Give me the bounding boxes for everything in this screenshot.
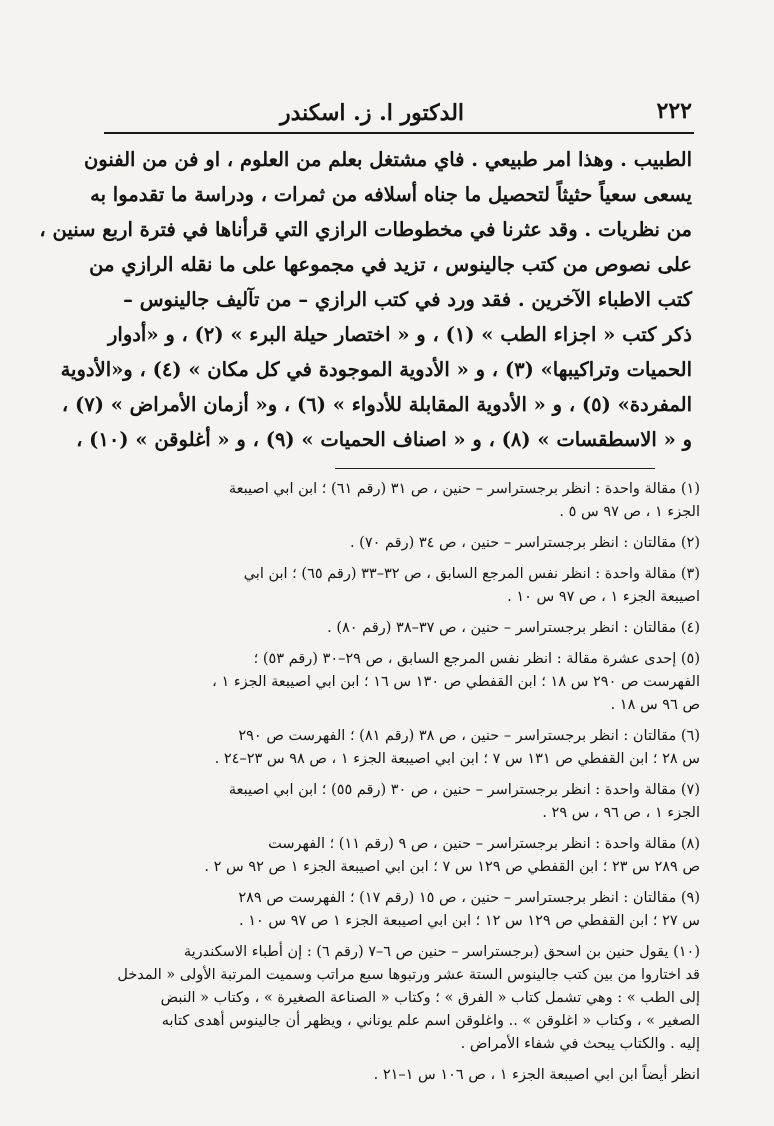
body-line: الطبيب . وهذا امر طبيعي . فاي مشتغل بعلم من العلوم ، او فن من الفنون <box>83 148 692 171</box>
body-line: المفردة» (٥) ، و « الأدوية المقابلة للأدواء » (٦) ، و« أزمان الأمراض » (٧) ، <box>61 393 692 416</box>
footnote-line: (٧) مقالة واحدة : انظر برجستراسر – حنين ، ص ٣٠ (رقم ٥٥) ؛ ابن ابي اصيبعة <box>228 782 700 798</box>
footnote-line: (٥) إحدى عشرة مقالة : انظر نفس المرجع السابق ، ص ٢٩–٣٠ (رقم ٥٣) ؛ <box>253 651 700 667</box>
footnote-line: س ٢٧ ؛ ابن القفطي ص ١٢٩ س ١٢ ؛ ابن ابي اصيبعة الجزء ١ ص ٩٧ س ١٠ . <box>238 913 700 929</box>
footnote-line: الفهرست ص ٢٩٠ س ١٨ ؛ ابن القفطي ص ١٣٠ س ١٦ ؛ ابن ابي اصيبعة الجزء ١ ، <box>212 674 700 690</box>
footnote-3 <box>80 563 700 609</box>
body-line: ذكر كتب « اجزاء الطب » (١) ، و « اختصار حيلة البرء » (٢) ، و «أدوار <box>107 323 692 346</box>
footnote-5 <box>80 648 700 717</box>
footnote-line: (٣) مقالة واحدة : انظر نفس المرجع السابق ، ص ٣٢–٣٣ (رقم ٦٥) ؛ ابن ابي <box>243 566 700 582</box>
footnote-line: (٨) مقالة واحدة : انظر برجستراسر – حنين ، ص ٩ (رقم ١١) ؛ الفهرست <box>268 836 700 852</box>
footnote-rule <box>335 468 655 469</box>
footnote-9 <box>80 887 700 933</box>
footnote-line: (١٠) يقول حنين بن اسحق (برجستراسر – حنين ص ٦–٧ (رقم ٦) : إن أطباء الاسكندرية <box>183 944 700 960</box>
body-line: على نصوص من كتب جالينوس ، تزيد في مجموعها على ما نقله الرازي من <box>89 253 692 276</box>
footnote-line: ص ٢٨٩ س ٢٣ ؛ ابن القفطي ص ١٢٩ س ٧ ؛ ابن ابي اصيبعة الجزء ١ ص ٩٢ س ٢ . <box>204 859 700 875</box>
footnote-10 <box>80 941 700 1087</box>
footnote-line: قد اختاروا من بين كتب جالينوس الستة عشر ورتبوها سبع مراتب وسميت المرتبة الأولى « المدخل <box>117 967 700 983</box>
footnote-7 <box>80 779 700 825</box>
running-head: الدكتور ا. ز. اسكندر <box>280 100 465 126</box>
footnote-line: (٢) مقالتان : انظر برجستراسر – حنين ، ص ٣٤ (رقم ٧٠) . <box>349 535 700 551</box>
page-number: ٢٢٢ <box>656 98 692 124</box>
body-line: كتب الاطباء الآخرين . فقد ورد في كتب الرازي – من تآليف جالينوس – <box>123 288 692 311</box>
footnote-1 <box>80 478 700 524</box>
footnote-8 <box>80 833 700 879</box>
footnote-line: إلى الطب » : وهي تشمل كتاب « الفرق » ؛ وكتاب « الصناعة الصغيرة » ، وكتاب « النبض <box>160 990 700 1006</box>
footnote-line: س ٢٨ ؛ ابن القفطي ص ١٣١ س ٧ ؛ ابن ابي اصيبعة الجزء ١ ، ص ٩٨ س ٢٣–٢٤ . <box>214 751 700 767</box>
footnote-line: الجزء ١ ، ص ٩٦ ، س ٢٩ . <box>542 805 700 821</box>
body-line: من نظريات . وقد عثرنا في مخطوطات الرازي التي قرأناها في فترة اربع سنين ، <box>39 218 692 241</box>
footnote-line: انظر أيضاً ابن ابي اصيبعة الجزء ١ ، ص ١٠٦ س ١–٢١ . <box>373 1067 700 1083</box>
body-text <box>39 142 692 457</box>
footnote-line: الجزء ١ ، ص ٩٧ س ٥ . <box>559 504 700 520</box>
footnote-line: الصغير » ، وكتاب « اغلوقن » .. واغلوقن اسم علم يوناني ، ويظهر أن جالينوس أهدى كتابه <box>161 1013 700 1029</box>
body-line: و « الاسطقسات » (٨) ، و « اصناف الحميات » (٩) ، و « أغلوقن » (١٠) ، <box>76 428 692 451</box>
footnote-line: (٩) مقالتان : انظر برجستراسر – حنين ، ص ١٥ (رقم ١٧) ؛ الفهرست ص ٢٨٩ <box>238 890 700 906</box>
body-line: يسعى سعياً حثيثاً لتحصيل ما جناه أسلافه من ثمرات ، ودراسة ما تقدموا به <box>90 183 692 206</box>
footnote-line: ص ٩٦ س ١٨ . <box>610 697 700 713</box>
body-line: الحميات وتراكيبها» (٣) ، و « الأدوية الموجودة في كل مكان » (٤) ، و«الأدوية <box>60 358 692 381</box>
header-rule <box>104 132 694 134</box>
footnote-4 <box>80 617 700 640</box>
footnotes <box>80 478 700 1087</box>
footnote-line: اصيبعة الجزء ١ ، ص ٩٧ س ١٠ . <box>507 589 700 605</box>
footnote-line: (٤) مقالتان : انظر برجستراسر – حنين ، ص ٣٧–٣٨ (رقم ٨٠) . <box>327 620 700 636</box>
footnote-6 <box>80 725 700 771</box>
footnote-2 <box>80 532 700 555</box>
footnote-line: إليه . والكتاب يبحث في شفاء الأمراض . <box>460 1036 700 1052</box>
footnote-line: (١) مقالة واحدة : انظر برجستراسر – حنين ، ص ٣١ (رقم ٦١) ؛ ابن ابي اصيبعة <box>228 481 700 497</box>
footnote-line: (٦) مقالتان : انظر برجستراسر – حنين ، ص ٣٨ (رقم ٨١) ؛ الفهرست ص ٢٩٠ <box>238 728 700 744</box>
